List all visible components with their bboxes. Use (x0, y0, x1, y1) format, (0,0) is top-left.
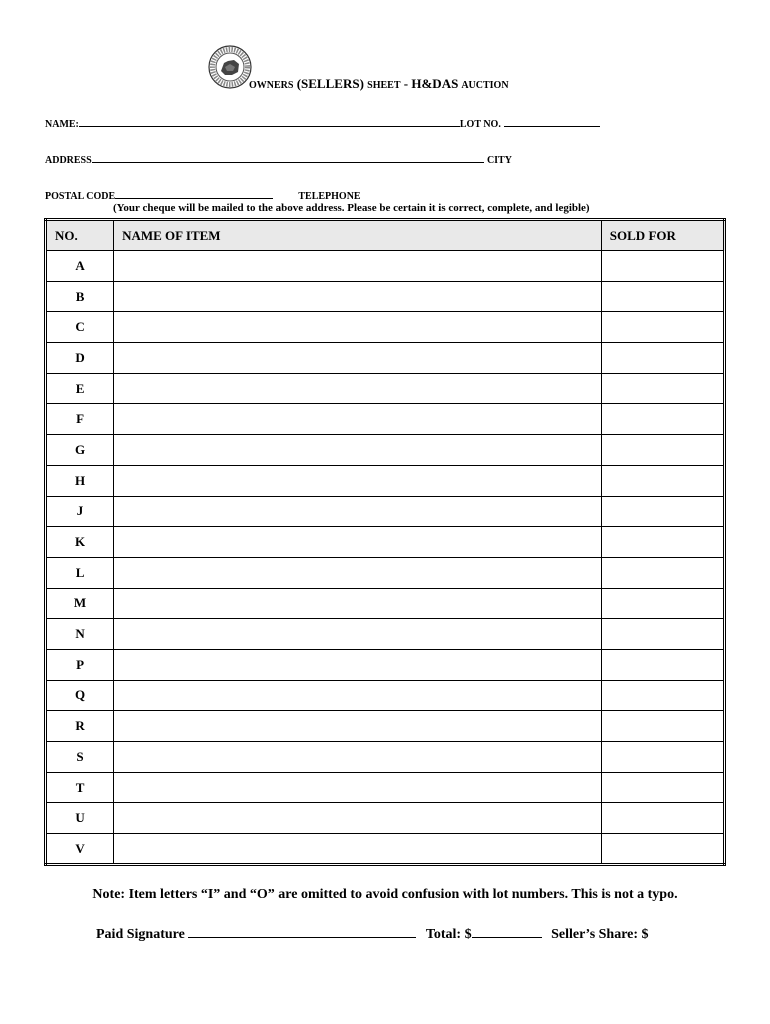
sold-for-cell[interactable] (601, 343, 724, 374)
table-row (46, 496, 725, 527)
lot-number-field[interactable] (504, 113, 600, 127)
item-name-cell[interactable] (114, 619, 602, 650)
item-name-cell[interactable] (114, 588, 602, 619)
item-name-cell[interactable] (114, 772, 602, 803)
row-letter: L (46, 557, 114, 588)
row-letter: P (46, 649, 114, 680)
table-row (46, 742, 725, 773)
sold-for-cell[interactable] (601, 373, 724, 404)
row-letter: R (46, 711, 114, 742)
title-owners: OWNERS (249, 80, 294, 91)
sold-for-cell[interactable] (601, 251, 724, 282)
sold-for-cell[interactable] (601, 803, 724, 834)
sold-for-cell[interactable] (601, 281, 724, 312)
item-name-cell[interactable] (114, 711, 602, 742)
sold-for-cell[interactable] (601, 557, 724, 588)
table-row (46, 557, 725, 588)
item-letters-note: Note: Item letters “I” and “O” are omitted to avoid confusion with lot numbers. This is not a typo. (92, 887, 678, 902)
row-letter: T (46, 772, 114, 803)
row-letter: E (46, 373, 114, 404)
row-letter: D (46, 343, 114, 374)
lot-label: LOT NO. (459, 119, 501, 130)
table-row (46, 527, 725, 558)
table-row (46, 312, 725, 343)
table-row (46, 803, 725, 834)
row-letter: S (46, 742, 114, 773)
item-name-cell[interactable] (114, 742, 602, 773)
row-letter: J (46, 496, 114, 527)
name-label: NAME: (45, 119, 79, 130)
sold-for-cell[interactable] (601, 772, 724, 803)
item-name-cell[interactable] (114, 465, 602, 496)
name-row (45, 113, 600, 131)
title-sellers: (SELLERS) (296, 76, 364, 91)
title-auction: AUCTION (461, 80, 509, 91)
item-name-cell[interactable] (114, 404, 602, 435)
name-field[interactable] (79, 113, 460, 127)
item-name-cell[interactable] (114, 373, 602, 404)
item-name-cell[interactable] (114, 527, 602, 558)
sold-for-cell[interactable] (601, 435, 724, 466)
postal-code-field[interactable] (115, 185, 273, 199)
row-letter: K (46, 527, 114, 558)
mailing-instruction: (Your cheque will be mailed to the above address. Please be certain it is correct, complete, and legible) (113, 202, 590, 214)
address-field[interactable] (92, 149, 484, 163)
sold-for-cell[interactable] (601, 527, 724, 558)
sold-for-cell[interactable] (601, 649, 724, 680)
table-header-row (46, 220, 725, 251)
postal-code-label: POSTAL CODE (45, 191, 116, 202)
items-table (44, 218, 726, 866)
paid-signature-label: Paid Signature (96, 927, 185, 942)
sold-for-cell[interactable] (601, 742, 724, 773)
row-letter: M (46, 588, 114, 619)
row-letter: Q (46, 680, 114, 711)
sold-for-cell[interactable] (601, 312, 724, 343)
title-org: H&DAS (411, 76, 459, 91)
row-letter: N (46, 619, 114, 650)
signature-row (96, 923, 649, 943)
table-row (46, 834, 725, 865)
postal-row (45, 185, 361, 203)
page-title (249, 76, 509, 92)
table-row (46, 619, 725, 650)
item-name-cell[interactable] (114, 281, 602, 312)
title-separator: - (403, 76, 409, 91)
sold-for-cell[interactable] (601, 680, 724, 711)
table-row (46, 772, 725, 803)
table-row (46, 680, 725, 711)
row-letter: A (46, 251, 114, 282)
item-name-cell[interactable] (114, 803, 602, 834)
telephone-label: TELEPHONE (298, 191, 361, 202)
table-row (46, 465, 725, 496)
item-name-cell[interactable] (114, 834, 602, 865)
table-row (46, 251, 725, 282)
sold-for-cell[interactable] (601, 711, 724, 742)
sold-for-cell[interactable] (601, 619, 724, 650)
row-letter: G (46, 435, 114, 466)
table-row (46, 711, 725, 742)
address-label: ADDRESS (45, 155, 92, 166)
address-row (45, 149, 512, 167)
item-name-cell[interactable] (114, 649, 602, 680)
header-no: NO. (46, 220, 114, 251)
row-letter: U (46, 803, 114, 834)
sold-for-cell[interactable] (601, 404, 724, 435)
header-sold-for: SOLD FOR (601, 220, 724, 251)
table-row (46, 343, 725, 374)
table-row (46, 373, 725, 404)
item-name-cell[interactable] (114, 312, 602, 343)
table-row (46, 404, 725, 435)
item-name-cell[interactable] (114, 496, 602, 527)
row-letter: B (46, 281, 114, 312)
table-row (46, 649, 725, 680)
row-letter: H (46, 465, 114, 496)
sold-for-cell[interactable] (601, 496, 724, 527)
item-name-cell[interactable] (114, 680, 602, 711)
item-name-cell[interactable] (114, 557, 602, 588)
total-field[interactable] (472, 923, 542, 938)
row-letter: C (46, 312, 114, 343)
society-seal-logo (208, 45, 252, 89)
row-letter: F (46, 404, 114, 435)
city-label: CITY (486, 155, 512, 166)
item-name-cell[interactable] (114, 251, 602, 282)
title-sheet: SHEET (367, 80, 401, 91)
header-name-of-item: NAME OF ITEM (114, 220, 602, 251)
table-row (46, 281, 725, 312)
item-name-cell[interactable] (114, 343, 602, 374)
sold-for-cell[interactable] (601, 834, 724, 865)
sold-for-cell[interactable] (601, 588, 724, 619)
total-label: Total: $ (425, 927, 472, 942)
table-row (46, 435, 725, 466)
sellers-share-label: Seller’s Share: $ (551, 927, 649, 942)
sold-for-cell[interactable] (601, 465, 724, 496)
row-letter: V (46, 834, 114, 865)
paid-signature-field[interactable] (188, 923, 416, 938)
item-name-cell[interactable] (114, 435, 602, 466)
table-row (46, 588, 725, 619)
